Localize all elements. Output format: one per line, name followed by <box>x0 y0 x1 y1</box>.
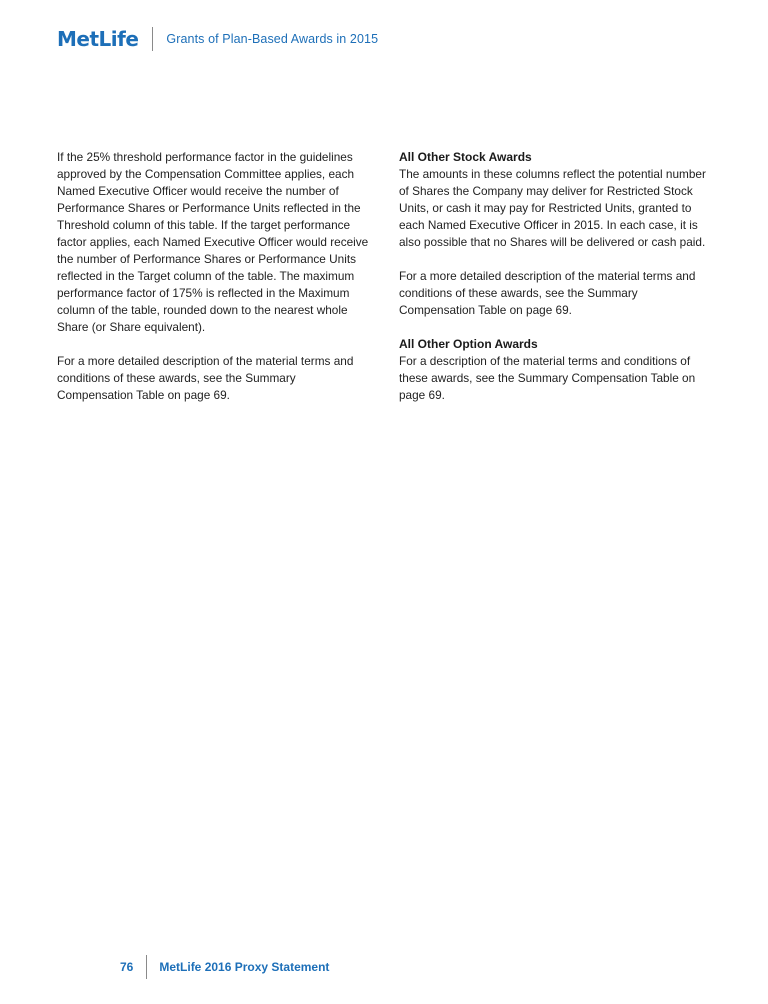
page-footer <box>120 955 329 979</box>
threshold-paragraph: If the 25% threshold performance factor in the guidelines approved by the Compensation Committee applies, each Named Executive Officer would receive the number of Performance Shares or Performance Units reflected in the Threshold column of this table. If the target performance factor applies, each Named Executive Officer would receive the number of Performance Shares or Performance Units reflected in the Target column of the table. The maximum performance factor of 175% is reflected in the Maximum column of the table, rounded down to the nearest whole Share (or Share equivalent). <box>57 150 369 334</box>
footer-title: MetLife 2016 Proxy Statement <box>159 960 330 974</box>
stock-awards-reference-paragraph: For a more detailed description of the material terms and conditions of these awards, see the Summary Compensation Table on page 69. <box>399 269 696 317</box>
right-column <box>399 149 717 421</box>
section-title: Grants of Plan-Based Awards in 2015 <box>166 32 379 46</box>
header-divider <box>152 27 153 51</box>
stock-awards-paragraph: The amounts in these columns reflect the potential number of Shares the Company may deliver for Restricted Stock Units, or cash it may pay for Restricted Units, granted to each Named Executive Officer in 2015. In each case, it is also possible that no Shares will be delivered or cash paid. <box>399 167 706 249</box>
option-awards-heading: All Other Option Awards <box>399 337 538 351</box>
option-awards-paragraph: For a description of the material terms and conditions of these awards, see the Summary Compensation Table on page 69. <box>399 354 696 402</box>
footer-divider <box>146 955 147 979</box>
page-header <box>57 24 378 54</box>
page-number: 76 <box>120 960 134 974</box>
metlife-logo: MetLife <box>57 27 139 51</box>
left-column <box>57 149 375 421</box>
stock-awards-heading: All Other Stock Awards <box>399 150 532 164</box>
description-reference-paragraph: For a more detailed description of the material terms and conditions of these awards, see the Summary Compensation Table on page 69. <box>57 354 354 402</box>
